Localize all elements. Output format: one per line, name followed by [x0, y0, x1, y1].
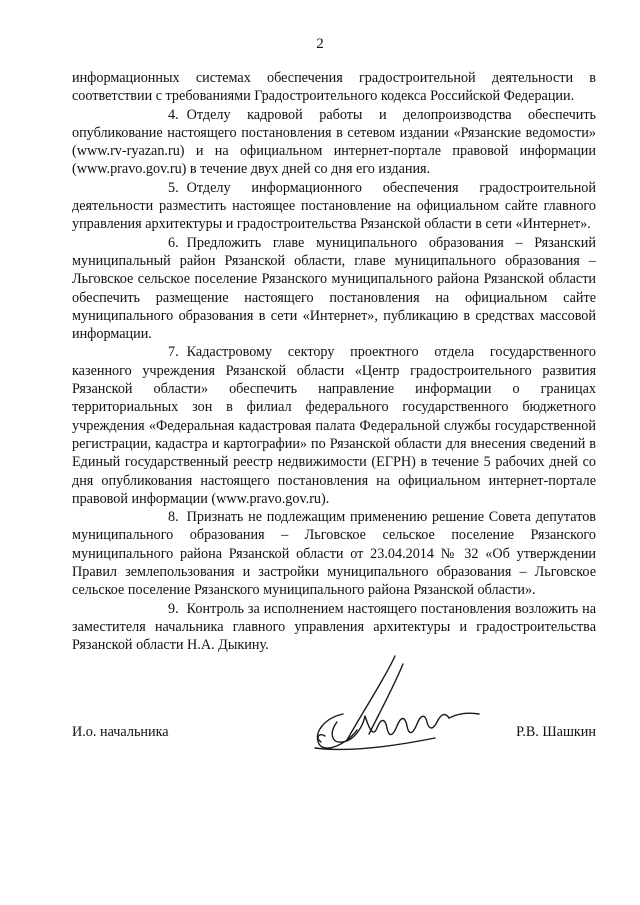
paragraph-number: 4.	[168, 106, 179, 123]
page-number: 2	[316, 36, 324, 52]
paragraph-number: 8.	[168, 509, 179, 526]
handwritten-signature	[285, 648, 485, 768]
paragraph-number: 5.	[168, 179, 179, 196]
paragraph-text: Контроль за исполнением настоящего постановления возложить на заместителя начальника главного управления архитектуры и градостроительства Рязанской области Н.А. Дыкину.	[72, 600, 596, 654]
paragraph-text: Признать не подлежащим применению решение Совета депутатов муниципального образования – Льговское сельское поселение Рязанского муниципального района Рязанской области от 23.04.2014 № 32 «Об утверждении Правил землепользования и застройки муниципального образования – Льговское сельское поселение Рязанского муниципального района Рязанской области».	[72, 509, 596, 599]
document-body	[72, 69, 596, 655]
paragraph-continuation	[72, 69, 596, 106]
paragraph-text: информационных системах обеспечения градостроительной деятельности в соответствии с требованиями Градостроительного кодекса Российской Федерации.	[72, 70, 596, 105]
signature-block	[72, 724, 596, 744]
paragraph-text: Отделу кадровой работы и делопроизводства обеспечить опубликование настоящего постановления в сетевом издании «Рязанские ведомости» (www.rv-ryazan.ru) и на официальном интернет-портале правовой информации (www.pravo.gov.ru) в течение двух дней со дня его издания.	[72, 106, 596, 178]
signer-name: Р.В. Шашкин	[516, 724, 596, 740]
paragraph-item-5	[72, 179, 596, 234]
paragraph-number: 9.	[168, 600, 179, 617]
paragraph-item-9	[72, 600, 596, 655]
paragraph-number: 6.	[168, 234, 179, 251]
paragraph-item-4	[72, 106, 596, 179]
paragraph-text: Кадастровому сектору проектного отдела государственного казенного учреждения Рязанской области «Центр градостроительного развития Рязанской области» обеспечить направление информации о границах территориальных зон в филиал федерального государственного бюджетного учреждения «Федеральная кадастровая палата Федеральной службы государственной регистрации, кадастра и картографии» по Рязанской области для внесения сведений в Единый государственный реестр недвижимости (ЕГРН) в течение 5 рабочих дней со дня опубликования настоящего постановления на официальном интернет-портале правовой информации (www.pravo.gov.ru).	[72, 344, 596, 507]
paragraph-item-8	[72, 508, 596, 599]
signer-position: И.о. начальника	[72, 724, 169, 740]
paragraph-item-7	[72, 343, 596, 508]
paragraph-item-6	[72, 234, 596, 344]
paragraph-number: 7.	[168, 344, 179, 361]
paragraph-text: Отделу информационного обеспечения градостроительной деятельности разместить настоящее постановление на официальном сайте главного управления архитектуры и градостроительства Рязанской области в сети «Интернет».	[72, 179, 596, 233]
paragraph-text: Предложить главе муниципального образования – Рязанский муниципальный район Рязанской области, главе муниципального образования – Льговское сельское поселение Рязанского муниципального района Рязанской области обеспечить размещение настоящего постановления на официальном сайте муниципального образования в сети «Интернет», публикацию в средствах массовой информации.	[72, 234, 596, 343]
